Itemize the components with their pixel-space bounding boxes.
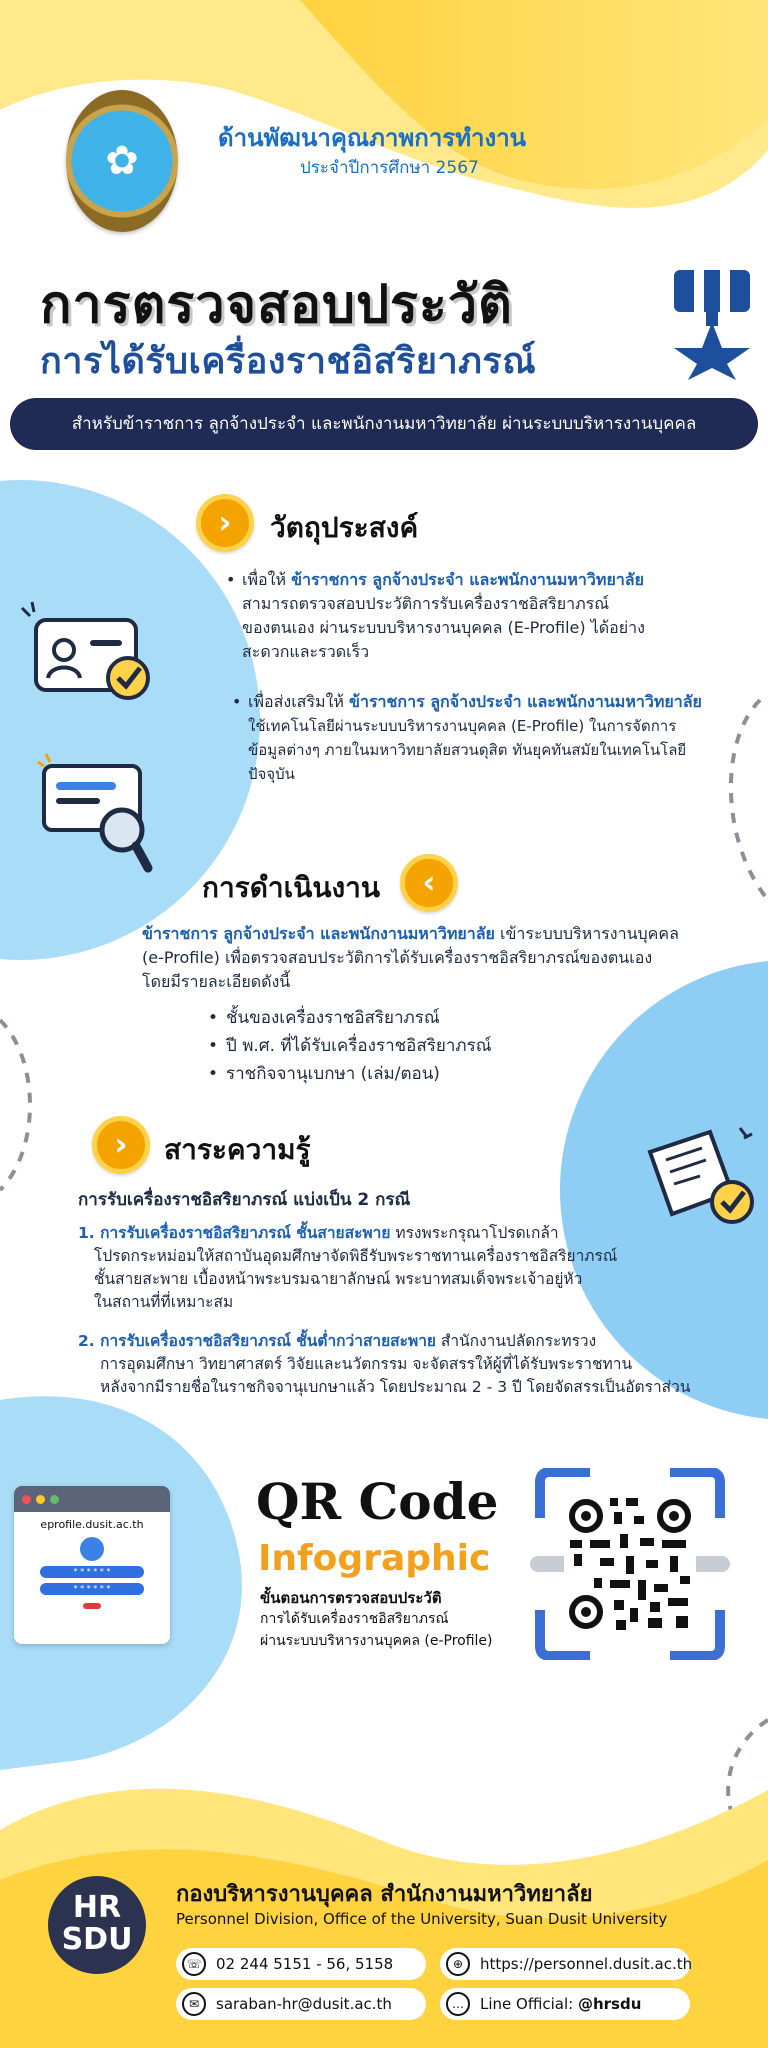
- website-link[interactable]: [440, 1948, 693, 1980]
- login-button: [83, 1603, 101, 1609]
- objective-2-highlight: ข้าราชการ ลูกจ้างประจำ และพนักงานมหาวิทยาลัย: [349, 692, 702, 711]
- qr-code[interactable]: [530, 1468, 730, 1660]
- globe-icon: ⊕: [446, 1952, 470, 1976]
- operation-line2: (e-Profile) เพื่อตรวจสอบประวัติการได้รับเครื่องราชอิสริยาภรณ์ของตนเอง: [142, 948, 653, 967]
- medal-icon: [672, 270, 752, 380]
- minimize-dot-icon: [36, 1495, 45, 1504]
- objective-2-line3: ข้อมูลต่างๆ ภายในมหาวิทยาลัยสวนดุสิต ทันยุคทันสมัยในเทคโนโลยี: [248, 741, 687, 759]
- chevron-right-icon: ›: [196, 494, 254, 552]
- objective-1-highlight: ข้าราชการ ลูกจ้างประจำ และพนักงานมหาวิทยาลัย: [291, 570, 644, 589]
- objective-1-prefix: เพื่อให้: [242, 570, 286, 589]
- line-id: @hrsdu: [577, 1995, 642, 2013]
- objective-2-line2: ใช้เทคโนโลยีผ่านระบบบริหารงานบุคคล (E-Profile) ในการจัดการ: [248, 717, 677, 735]
- objective-heading: วัตถุประสงค์: [270, 511, 419, 544]
- knowledge-case-2: [78, 1330, 738, 1399]
- line-label: Line Official:: [480, 1995, 574, 2013]
- user-avatar-icon: [80, 1537, 104, 1561]
- browser-url: eprofile.dusit.ac.th: [40, 1518, 144, 1531]
- case-1-title: 1. การรับเครื่องราชอิสริยาภรณ์ ชั้นสายสะพาย: [78, 1224, 391, 1242]
- objective-1-line4: สะดวกและรวดเร็ว: [242, 642, 370, 661]
- knowledge-subheading: การรับเครื่องราชอิสริยาภรณ์ แบ่งเป็น 2 กรณี: [78, 1190, 411, 1210]
- phone-number: 02 244 5151 - 56, 5158: [216, 1955, 394, 1973]
- close-dot-icon: [22, 1495, 31, 1504]
- case-1-line3: ชั้นสายสะพาย เบื้องหน้าพระบรมฉายาลักษณ์ พระบาทสมเด็จพระเจ้าอยู่หัว: [94, 1270, 583, 1288]
- org-title: ด้านพัฒนาคุณภาพการทำงาน: [218, 124, 527, 152]
- username-field: * * * * * *: [40, 1566, 144, 1578]
- main-subtitle: การได้รับเครื่องราชอิสริยาภรณ์: [40, 341, 537, 382]
- document-check-icon: [640, 1122, 758, 1232]
- objective-2-prefix: เพื่อส่งเสริมให้: [248, 692, 344, 711]
- knowledge-heading: สาระความรู้: [164, 1133, 311, 1166]
- operation-line3: โดยมีรายละเอียดดังนี้: [142, 972, 291, 991]
- qr-title: QR Code: [256, 1472, 499, 1531]
- email-link[interactable]: [176, 1988, 426, 2020]
- footer-title: กองบริหารงานบุคคล สำนักงานมหาวิทยาลัย: [176, 1882, 593, 1907]
- line-official-link[interactable]: [440, 1988, 690, 2020]
- website-url: https://personnel.dusit.ac.th: [480, 1955, 693, 1973]
- browser-titlebar: [14, 1486, 170, 1512]
- case-2-line1: สำนักงานปลัดกระทรวง: [440, 1332, 597, 1350]
- password-field: * * * * * *: [40, 1583, 144, 1595]
- list-item: • ราชกิจจานุเบกษา (เล่ม/ตอน): [208, 1060, 492, 1088]
- email-address: saraban-hr@dusit.ac.th: [216, 1995, 392, 2013]
- main-title: การตรวจสอบประวัติ: [40, 275, 513, 335]
- knowledge-case-1: [78, 1222, 718, 1314]
- operation-line1-rest: เข้าระบบบริหารงานบุคคล: [500, 924, 679, 943]
- line-chat-icon: …: [446, 1992, 470, 2016]
- id-card-check-icon: [18, 600, 152, 710]
- audience-banner: สำหรับข้าราชการ ลูกจ้างประจำ และพนักงานมหาวิทยาลัย ผ่านระบบบริหารงานบุคคล: [10, 398, 758, 450]
- phone-icon: ☏: [182, 1952, 206, 1976]
- hr-sdu-logo: [48, 1876, 146, 1974]
- logo-hr-text: HR: [72, 1890, 122, 1925]
- case-2-line3: หลังจากมีรายชื่อในราชกิจจานุเบกษาแล้ว โดยประมาณ 2 - 3 ปี โดยจัดสรรเป็นอัตราส่วน: [100, 1378, 691, 1396]
- list-item: • ชั้นของเครื่องราชอิสริยาภรณ์: [208, 1004, 492, 1032]
- logo-emblem: ✿: [105, 138, 139, 184]
- operation-highlight: ข้าราชการ ลูกจ้างประจำ และพนักงานมหาวิทยาลัย: [142, 924, 495, 943]
- qr-description-2: การได้รับเครื่องราชอิสริยาภรณ์: [260, 1611, 449, 1627]
- operation-list: [208, 1004, 492, 1088]
- qr-description-1: ขั้นตอนการตรวจสอบประวัติ: [260, 1589, 442, 1607]
- objective-1-line3: ของตนเอง ผ่านระบบบริหารงานบุคคล (E-Profile) ได้อย่าง: [242, 618, 645, 637]
- chevron-right-icon: ›: [92, 1116, 150, 1174]
- mail-icon: ✉: [182, 1992, 206, 2016]
- footer-subtitle: Personnel Division, Office of the University, Suan Dusit University: [176, 1910, 668, 1928]
- objective-2-line4: ปัจจุบัน: [248, 765, 295, 783]
- case-1-line4: ในสถานที่ที่เหมาะสม: [94, 1293, 234, 1311]
- case-2-title: 2. การรับเครื่องราชอิสริยาภรณ์ ชั้นต่ำกว่าสายสะพาย: [78, 1332, 436, 1350]
- university-logo: [66, 90, 178, 232]
- case-2-line2: การอุดมศึกษา วิทยาศาสตร์ วิจัยและนวัตกรรม จะจัดสรรให้ผู้ที่ได้รับพระราชทาน: [100, 1355, 633, 1373]
- operation-paragraph: [142, 922, 742, 994]
- browser-mockup: [14, 1486, 170, 1644]
- case-1-line1: ทรงพระกรุณาโปรดเกล้า: [395, 1224, 559, 1242]
- phone-contact[interactable]: [176, 1948, 426, 1980]
- logo-sdu-text: SDU: [61, 1922, 133, 1957]
- maximize-dot-icon: [50, 1495, 59, 1504]
- case-1-line2: โปรดกระหม่อมให้สถาบันอุดมศึกษาจัดพิธีรับพระราชทานเครื่องราชอิสริยาภรณ์: [94, 1247, 618, 1265]
- list-item: • ปี พ.ศ. ที่ได้รับเครื่องราชอิสริยาภรณ์: [208, 1032, 492, 1060]
- search-document-icon: [36, 748, 156, 878]
- chevron-left-icon: ‹: [400, 854, 458, 912]
- qr-description-3: ผ่านระบบบริหารงานบุคคล (e-Profile): [260, 1633, 493, 1649]
- objective-1-line2: สามารถตรวจสอบประวัติการรับเครื่องราชอิสริยาภรณ์: [242, 594, 610, 613]
- qr-subtitle: Infographic: [258, 1538, 491, 1579]
- operation-heading: การดำเนินงาน: [202, 871, 381, 904]
- academic-year: ประจำปีการศึกษา 2567: [300, 158, 479, 178]
